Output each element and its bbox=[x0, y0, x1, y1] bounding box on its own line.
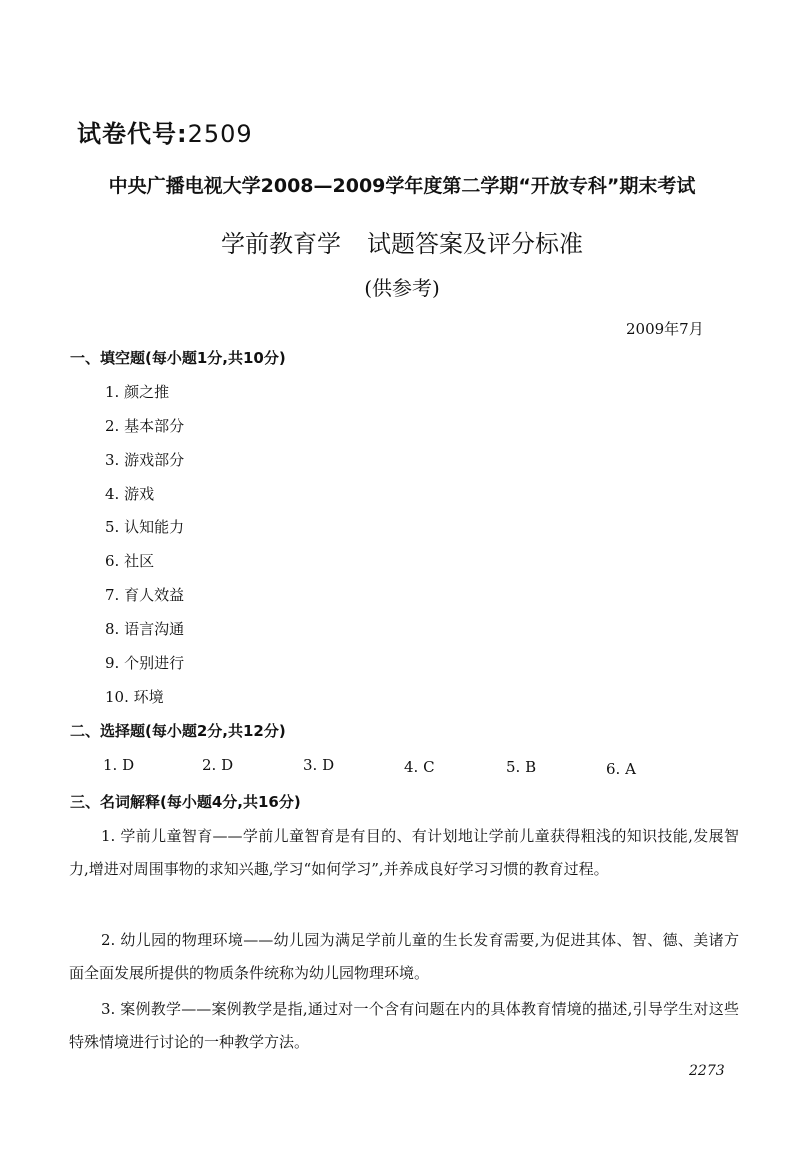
fill-blank-answer: 4. 游戏 bbox=[105, 485, 155, 503]
fill-blank-answer: 10. 环境 bbox=[105, 688, 164, 706]
paper-code-label: 试卷代号: bbox=[77, 120, 188, 148]
reference-note: (供参考) bbox=[364, 276, 440, 300]
fill-blank-answer: 5. 认知能力 bbox=[105, 518, 185, 536]
fill-blank-answer: 8. 语言沟通 bbox=[105, 620, 185, 638]
section-fill-blank-heading: 一、填空题(每小题1分,共10分) bbox=[70, 349, 286, 367]
section-term-definition-heading: 三、名词解释(每小题4分,共16分) bbox=[70, 793, 301, 811]
paper-code bbox=[77, 114, 253, 149]
exam-date: 2009年7月 bbox=[626, 320, 704, 338]
choice-answer: 1. D bbox=[103, 756, 135, 774]
section-multiple-choice-heading: 二、选择题(每小题2分,共12分) bbox=[70, 722, 286, 740]
choice-answer: 3. D bbox=[303, 756, 335, 774]
choice-answer: 2. D bbox=[202, 756, 234, 774]
term-definition-paragraph: 2. 幼儿园的物理环境——幼儿园为满足学前儿童的生长发育需要,为促进其体、智、德、美诸方面全面发展所提供的物质条件统称为幼儿园物理环境。 bbox=[69, 931, 739, 982]
term-definition-paragraph: 1. 学前儿童智育——学前儿童智育是有目的、有计划地让学前儿童获得粗浅的知识技能,发展智力,增进对周围事物的求知兴趣,学习“如何学习”,并养成良好学习习惯的教育过程。 bbox=[69, 827, 739, 878]
fill-blank-answer: 6. 社区 bbox=[105, 552, 155, 570]
choice-answer: 6. A bbox=[606, 760, 636, 778]
subject-name: 学前教育学 bbox=[221, 230, 341, 258]
exam-title: 中央广播电视大学2008—2009学年度第二学期“开放专科”期末考试 bbox=[108, 175, 696, 197]
choice-answer: 5. B bbox=[506, 758, 537, 776]
page-number: 2273 bbox=[689, 1063, 725, 1079]
subject-title bbox=[0, 224, 804, 259]
fill-blank-answer: 2. 基本部分 bbox=[105, 417, 185, 435]
choice-answer: 4. C bbox=[404, 758, 435, 776]
fill-blank-answer: 9. 个别进行 bbox=[105, 654, 185, 672]
fill-blank-answer: 7. 育人效益 bbox=[105, 586, 185, 604]
fill-blank-answer: 1. 颜之推 bbox=[105, 383, 170, 401]
document-type: 试题答案及评分标准 bbox=[367, 230, 583, 258]
fill-blank-answer: 3. 游戏部分 bbox=[105, 451, 185, 469]
paper-code-value: 2509 bbox=[187, 120, 253, 148]
term-definition-paragraph: 3. 案例教学——案例教学是指,通过对一个含有问题在内的具体教育情境的描述,引导学生对这些特殊情境进行讨论的一种教学方法。 bbox=[69, 1000, 739, 1051]
